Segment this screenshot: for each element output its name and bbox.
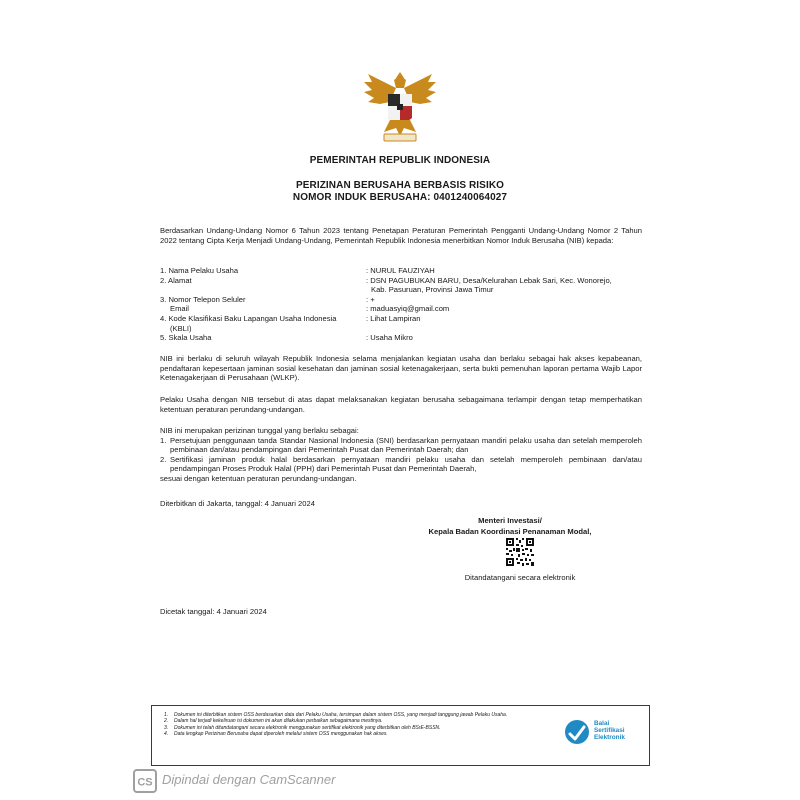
detail-label: Email: [170, 304, 189, 314]
detail-value: : Usaha Mikro: [366, 333, 413, 343]
government-heading: PEMERINTAH REPUBLIK INDONESIA: [309, 155, 491, 166]
note-text: Dokumen ini telah ditandatangani secara elektronik menggunakan sertifikat elektronik yang diterbitkan oleh BSrE-BSSN.: [174, 724, 441, 731]
detail-value: : maduasyiq@gmail.com: [366, 304, 450, 314]
list-number: 2.: [160, 454, 167, 464]
detail-label: 4. Kode Klasifikasi Baku Lapangan Usaha Indonesia: [160, 313, 337, 323]
bsre-line: Sertifikasi: [594, 726, 625, 734]
list-item: [160, 436, 642, 455]
footer-notes-box: [151, 705, 650, 766]
detail-label: 2. Alamat: [160, 275, 192, 285]
bsre-line: Balai: [594, 720, 610, 727]
permit-intro: NIB ini merupakan perizinan tunggal yang berlaku sebagai:: [160, 426, 359, 435]
signatory-office: Kepala Badan Koordinasi Penanaman Modal,: [428, 527, 592, 536]
detail-label: 1. Nama Pelaku Usaha: [160, 266, 239, 275]
footer-note: [164, 731, 552, 737]
detail-label: 3. Nomor Telepon Seluler: [160, 294, 246, 304]
detail-row: [160, 276, 642, 286]
detail-value: : NURUL FAUZIYAH: [366, 266, 435, 275]
note-text: Dokumen ini diterbitkan sistem OSS berdasarkan data dari Pelaku Usaha, tersimpan dalam sistem OSS, yang menjadi tanggung jawab Pelaku Usaha.: [174, 712, 508, 718]
bsre-label: [594, 721, 654, 741]
detail-value: : +: [366, 294, 375, 304]
signatory-title: Menteri Investasi/: [478, 516, 542, 525]
detail-label: [160, 285, 366, 295]
detail-value: Kab. Pasuruan, Provinsi Jawa Timur: [371, 285, 494, 295]
detail-row: [160, 266, 642, 276]
printed-date: Dicetak tanggal: 4 Januari 2024: [160, 607, 267, 616]
qr-code-icon: [505, 537, 535, 567]
note-number: 4.: [164, 731, 169, 738]
detail-label: 5. Skala Usaha: [160, 333, 212, 343]
bsre-logo-icon: [564, 719, 590, 745]
list-text: Persetujuan penggunaan tanda Standar Nasional Indonesia (SNI) berdasarkan pernyataan mandiri pelaku usaha dan setelah memperoleh pembinaan dan/atau pendampingan dari Pemerintah Pusat dan Pemerintah Daerah; dan: [170, 435, 642, 455]
obligation-paragraph: Pelaku Usaha dengan NIB tersebut di atas dapat melaksanakan kegiatan berusaha sebagaimana terlampir dengan tetap memperhatikan ketentuan peraturan perundang-undangan.: [160, 395, 642, 414]
detail-row: [160, 304, 642, 314]
nib-number: NOMOR INDUK BERUSAHA: 0401240064027: [292, 192, 508, 203]
detail-value: : DSN PAGUBUKAN BARU, Desa/Kelurahan Lebak Sari, Kec. Wonorejo,: [366, 275, 612, 285]
footer-notes: [164, 712, 552, 738]
detail-value: [366, 324, 642, 334]
bsre-line: Elektronik: [594, 733, 625, 741]
list-item: [160, 455, 642, 474]
document-title: PERIZINAN BERUSAHA BERBASIS RISIKO: [295, 180, 505, 191]
permit-outro: sesuai dengan ketentuan peraturan perundang-undangan.: [160, 473, 357, 483]
detail-label: (KBLI): [170, 323, 192, 333]
garuda-emblem-icon: [360, 68, 440, 146]
list-text: Sertifikasi jaminan produk halal berdasarkan pernyataan mandiri pelaku usaha dan setelah memperoleh pembinaan dan/atau pendampingan Proses Produk Halal (PPH) dari Pemerintah Pusat dan Pemerintah Daerah,: [170, 454, 642, 474]
scanner-watermark: Dipindai dengan CamScanner: [162, 772, 336, 787]
business-details: [160, 266, 642, 343]
issued-date: Diterbitkan di Jakarta, tanggal: 4 Januari 2024: [160, 499, 315, 508]
note-text: Data lengkap Perizinan Berusaha dapat diperoleh melalui sistem OSS menggunakan hak akses.: [174, 731, 388, 738]
list-number: 1.: [160, 435, 167, 445]
note-number: 3.: [164, 724, 169, 731]
validity-paragraph: NIB ini berlaku di seluruh wilayah Republik Indonesia selama menjalankan kegiatan usaha dan berlaku sebagai hak akses kepabeanan, pendaftaran kepesertaan jaminan sosial kesehatan dan jaminan sosial ketenagakerjaan, serta bukti pemenuhan laporan pertama Wajib Lapor Ketenagakerjaan di Perusahaan (WLKP).: [160, 354, 642, 383]
camscanner-logo-icon: [133, 769, 157, 793]
note-text: Dalam hal terjadi kekeliruan isi dokumen ini akan dilakukan perbaikan sebagaimana mestinya.: [174, 718, 383, 725]
note-number: 1.: [164, 712, 169, 718]
intro-paragraph: Berdasarkan Undang-Undang Nomor 6 Tahun 2023 tentang Penetapan Peraturan Pemerintah Pengganti Undang-Undang Nomor 2 Tahun 2022 tentang Cipta Kerja Menjadi Undang-Undang, Pemerintah Republik Indonesia menerbitkan Nomor Induk Berusaha (NIB) kepada:: [160, 226, 642, 245]
permit-list: [160, 426, 642, 484]
detail-row: [160, 324, 642, 334]
detail-row: [160, 285, 642, 295]
note-number: 2.: [164, 718, 169, 725]
detail-row: [160, 314, 642, 324]
detail-value: : Lihat Lampiran: [366, 313, 421, 323]
electronic-signature-note: Ditandatangani secara elektronik: [464, 573, 576, 582]
detail-row: [160, 333, 642, 343]
svg-text:CS: CS: [137, 776, 153, 789]
detail-row: [160, 295, 642, 305]
